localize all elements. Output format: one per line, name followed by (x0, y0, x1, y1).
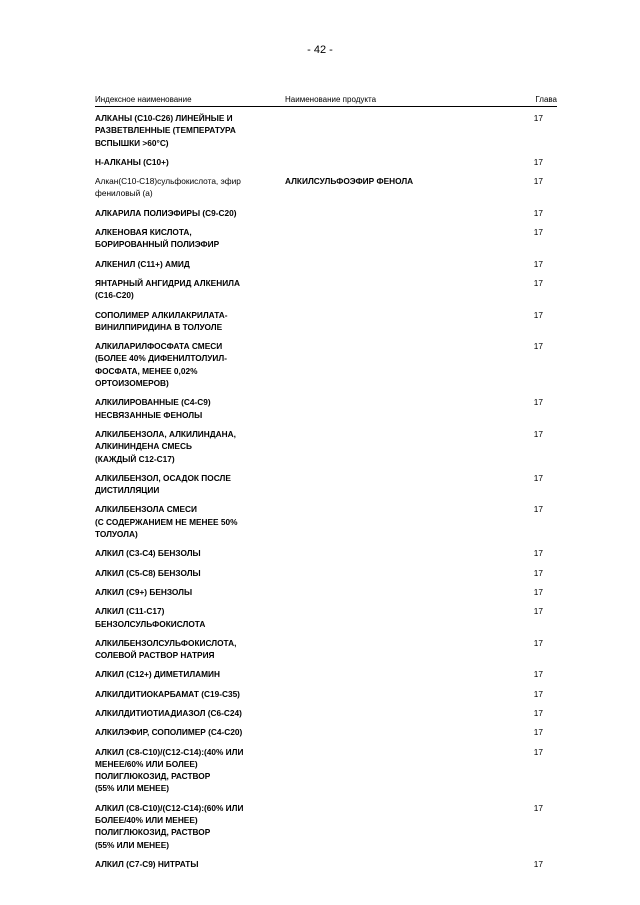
index-name-cell: АЛКЕНОВАЯ КИСЛОТА, БОРИРОВАННЫЙ ПОЛИЭФИР (95, 227, 220, 250)
index-name-cell: АЛКИЛ (C5-C8) БЕНЗОЛЫ (95, 567, 201, 578)
index-name-cell: АЛКИЛБЕНЗОЛСУЛЬФОКИСЛОТА, СОЛЕВОЙ РАСТВОР НАТРИЯ (95, 637, 237, 661)
index-name-cell: АЛКИЛБЕНЗОЛ, ОСАДОК ПОСЛЕ ДИСТИЛЛЯЦИИ (95, 472, 231, 496)
chapter-cell: 17 (533, 727, 543, 738)
table-row (95, 858, 557, 870)
chapter-cell: 17 (533, 258, 543, 269)
chapter-cell: 17 (533, 548, 543, 559)
table-row (95, 340, 557, 389)
chapter-cell: 17 (533, 277, 543, 288)
table-row (95, 175, 557, 200)
index-name-cell: АЛКИЛБЕНЗОЛА, АЛКИЛИНДАНА, АЛКИНИНДЕНА СМЕСЬ (КАЖДЫЙ C12-C17) (95, 428, 236, 464)
chapter-cell: 17 (533, 858, 543, 869)
chapter-cell: 17 (533, 746, 543, 757)
table-row (95, 746, 557, 795)
table-row (95, 277, 557, 302)
index-name-cell: АЛКИЛ (C9+) БЕНЗОЛЫ (95, 586, 193, 597)
chapter-cell: 17 (533, 504, 543, 515)
table-row (95, 547, 557, 559)
table-body (95, 112, 557, 877)
index-name-cell: АЛКИЛ (C11-C17) БЕНЗОЛСУЛЬФОКИСЛОТА (95, 606, 206, 629)
index-name-cell: АЛКИЛИРОВАННЫЕ (C4-C9) НЕСВЯЗАННЫЕ ФЕНОЛЫ (95, 397, 211, 420)
table-row (95, 258, 557, 270)
chapter-cell: 17 (533, 637, 543, 648)
chapter-cell: 17 (533, 606, 543, 617)
table-row (95, 226, 557, 251)
index-name-cell: АЛКИЛБЕНЗОЛА СМЕСИ (С СОДЕРЖАНИЕМ НЕ МЕНЕЕ 50% ТОЛУОЛА) (95, 504, 238, 540)
chapter-cell: 17 (533, 586, 543, 597)
header-chapter: Глава (535, 95, 557, 104)
index-name-cell: АЛКЕНИЛ (C11+) АМИД (95, 258, 190, 269)
table-row (95, 688, 557, 700)
header-index-name: Индексное наименование (95, 95, 192, 104)
index-name-cell: АЛКИЛ (C12+) ДИМЕТИЛАМИН (95, 669, 220, 680)
chapter-cell: 17 (533, 156, 543, 167)
table-row (95, 707, 557, 719)
index-name-cell: АЛКИЛДИТИОТИАДИАЗОЛ (C6-C24) (95, 707, 242, 718)
table-row (95, 637, 557, 662)
product-name-cell: АЛКИЛСУЛЬФОЭФИР ФЕНОЛА (285, 176, 414, 187)
index-name-cell: Н-АЛКАНЫ (C10+) (95, 156, 169, 167)
index-name-cell: АЛКИЛ (C3-C4) БЕНЗОЛЫ (95, 548, 201, 559)
table-row (95, 668, 557, 680)
chapter-cell: 17 (533, 669, 543, 680)
chapter-cell: 17 (533, 227, 543, 238)
table-row (95, 567, 557, 579)
index-name-cell: АЛКИЛ (C8-C10)/(C12-C14):(60% ИЛИ БОЛЕЕ/40% ИЛИ МЕНЕЕ) ПОЛИГЛЮКОЗИД, РАСТВОР (55% ИЛИ МЕНЕЕ) (95, 802, 244, 850)
table-header (95, 93, 557, 107)
chapter-cell: 17 (533, 707, 543, 718)
table-row (95, 309, 557, 334)
chapter-cell: 17 (533, 688, 543, 699)
chapter-cell: 17 (533, 113, 543, 123)
index-name-cell: АЛКИЛДИТИОКАРБАМАТ (C19-C35) (95, 688, 240, 699)
table-row (95, 156, 557, 168)
chapter-cell: 17 (533, 309, 543, 320)
index-name-cell: АЛКИЛ (C8-C10)/(C12-C14):(40% ИЛИ МЕНЕЕ/60% ИЛИ БОЛЕЕ) ПОЛИГЛЮКОЗИД, РАСТВОР (55% ИЛИ МЕНЕЕ) (95, 746, 244, 794)
index-name-cell: ЯНТАРНЫЙ АНГИДРИД АЛКЕНИЛА (C16-C20) (95, 277, 240, 301)
index-name-cell: АЛКИЛЭФИР, СОПОЛИМЕР (C4-C20) (95, 727, 243, 738)
chapter-cell: 17 (533, 428, 543, 439)
index-name-cell: АЛКАРИЛА ПОЛИЭФИРЫ (C9-C20) (95, 207, 237, 218)
chapter-cell: 17 (533, 472, 543, 483)
table-row (95, 428, 557, 465)
index-name-cell: Алкан(C10-C18)сульфокислота, эфир фениловый (a) (95, 176, 241, 199)
chapter-cell: 17 (533, 397, 543, 408)
table-row (95, 605, 557, 630)
header-product-name: Наименование продукта (285, 95, 377, 104)
index-name-cell: АЛКИЛАРИЛФОСФАТА СМЕСИ (БОЛЕЕ 40% ДИФЕНИЛТОЛУИЛ- ФОСФАТА, МЕНЕЕ 0,02% ОРТОИЗОМЕРОВ) (95, 341, 227, 389)
index-name-cell: АЛКАНЫ (C10-C26) ЛИНЕЙНЫЕ И РАЗВЕТВЛЕННЫЕ (ТЕМПЕРАТУРА ВСПЫШКИ >60°C) (95, 113, 236, 148)
table-row (95, 726, 557, 738)
chapter-cell: 17 (533, 341, 543, 352)
table-row (95, 112, 557, 149)
table-row (95, 472, 557, 497)
chapter-cell: 17 (533, 567, 543, 578)
table-row (95, 586, 557, 598)
chapter-cell: 17 (533, 802, 543, 813)
chapter-cell: 17 (533, 176, 543, 187)
index-name-cell: АЛКИЛ (C7-C9) НИТРАТЫ (95, 858, 199, 869)
table-row (95, 802, 557, 851)
table-row (95, 207, 557, 219)
table-row (95, 503, 557, 540)
chapter-cell: 17 (533, 207, 543, 218)
table-row (95, 396, 557, 421)
index-name-cell: СОПОЛИМЕР АЛКИЛАКРИЛАТА- ВИНИЛПИРИДИНА В ТОЛУОЛЕ (95, 309, 228, 332)
page-number: - 42 - (307, 44, 333, 56)
